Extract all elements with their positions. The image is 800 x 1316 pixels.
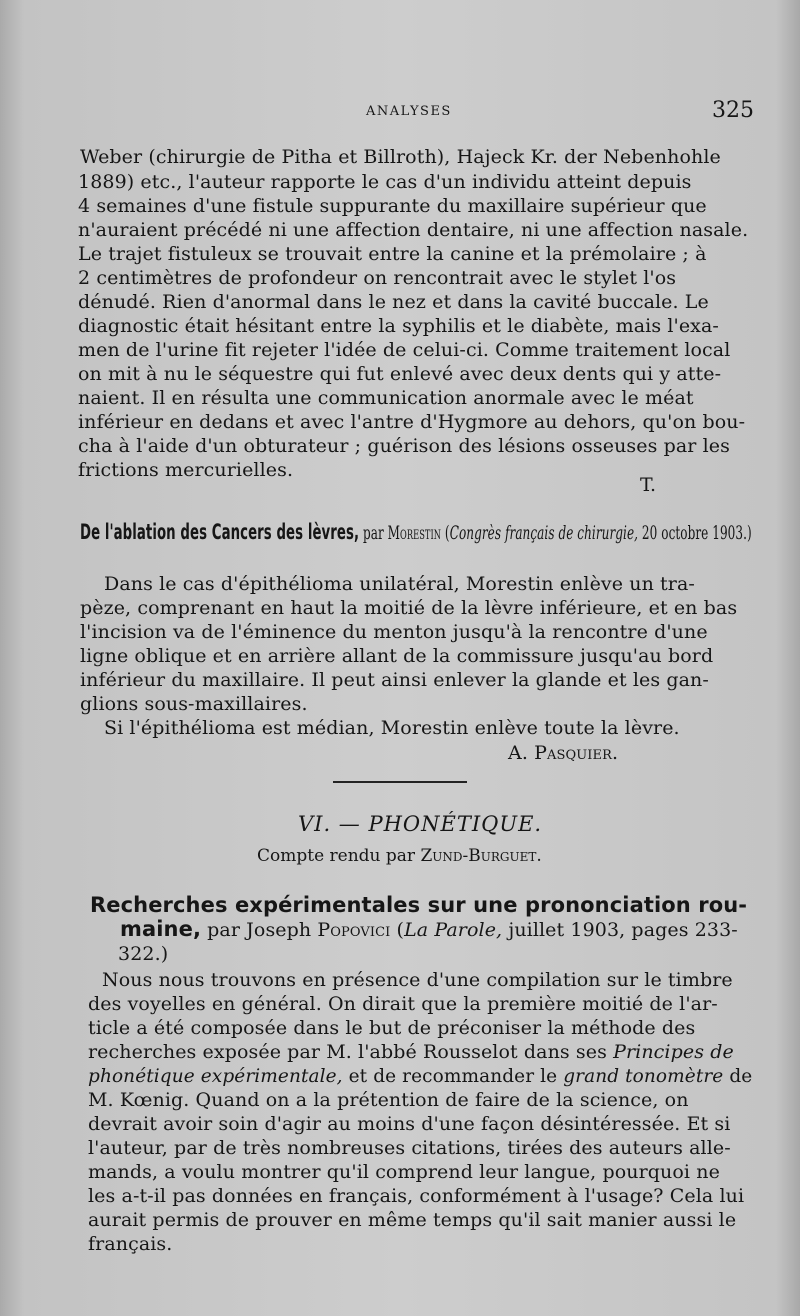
text-line — [88, 1040, 734, 1064]
italic-title: Principes de — [613, 1041, 734, 1063]
italic-title: phonétique expérimentale, — [88, 1065, 343, 1087]
text-span: de — [729, 1065, 753, 1087]
article-source: Congrès français de chirurgie, — [449, 522, 639, 544]
article-title: De l'ablation des Cancers des lèvres, — [80, 520, 360, 544]
text-line: diagnostic était hésitant entre la syphilis et le diabète, mais l'exa- — [78, 315, 719, 337]
text-line: men de l'urine fit rejeter l'idée de celui-ci. Comme traitement local — [78, 339, 731, 361]
text-line: devrait avoir soin d'agir au moins d'une façon désintéressée. Et si — [88, 1113, 731, 1135]
text-line: inférieur du maxillaire. Il peut ainsi enlever la glande et les gan- — [80, 669, 709, 691]
article-author: Popovici — [317, 919, 391, 941]
article-date: 20 octobre 1903.) — [641, 522, 752, 544]
text-line: ticle a été composée dans le but de préconiser la méthode des — [88, 1017, 696, 1039]
article-title-end: maine, — [120, 917, 202, 941]
article-par: par Joseph — [207, 919, 312, 941]
section-byline — [257, 846, 542, 866]
paren: ( — [444, 522, 450, 544]
signature: A. Pasquier. — [508, 742, 619, 764]
text-line: Weber (chirurgie de Pitha et Billroth), Hajeck Kr. der Nebenhohle — [80, 146, 721, 168]
byline-name: Zund-Burguet. — [420, 846, 542, 866]
text-line: des voyelles en général. On dirait que la première moitié de l'ar- — [88, 993, 718, 1015]
running-header-title: ANALYSES — [366, 104, 452, 119]
text-line: on mit à nu le séquestre qui fut enlevé avec deux dents qui y atte- — [78, 363, 722, 385]
paren: ( — [396, 919, 405, 941]
text-line: les a-t-il pas données en français, conformément à l'usage? Cela lui — [88, 1185, 745, 1207]
text-line: aurait permis de prouver en même temps qu'il sait manier aussi le — [88, 1209, 737, 1231]
article-heading-line — [120, 917, 738, 942]
text-line: pèze, comprenant en haut la moitié de la lèvre inférieure, et en bas — [80, 597, 738, 619]
text-line: n'auraient précédé ni une affection dentaire, ni une affection nasale. — [78, 219, 749, 241]
article-title-line — [90, 893, 747, 918]
article-title: Recherches expérimentales sur une prononciation rou- — [90, 893, 748, 917]
article-source: La Parole, — [404, 919, 503, 941]
text-line: l'incision va de l'éminence du menton jusqu'à la rencontre d'une — [80, 621, 708, 643]
byline-prefix: Compte rendu par — [257, 846, 416, 866]
text-line: frictions mercurielles. — [78, 459, 294, 481]
text-line: inférieur en dedans et avec l'antre d'Hygmore au dehors, qu'on bou- — [78, 411, 746, 433]
text-line: l'auteur, par de très nombreuses citations, tirées des auteurs alle- — [88, 1137, 731, 1159]
text-line: mands, a voulu montrer qu'il comprend leur langue, pourquoi ne — [88, 1161, 720, 1183]
signature: T. — [640, 474, 657, 496]
article-date: juillet 1903, pages 233- — [508, 919, 738, 941]
italic-term: grand tonomètre — [563, 1065, 724, 1087]
text-line — [88, 1064, 752, 1088]
section-heading: VI. — PHONÉTIQUE. — [298, 812, 543, 836]
text-span: et de recommander le — [348, 1065, 558, 1087]
text-line: 2 centimètres de profondeur on rencontrait avec le stylet l'os — [78, 267, 677, 289]
text-line: Si l'épithélioma est médian, Morestin enlève toute la lèvre. — [104, 717, 680, 739]
text-line: Dans le cas d'épithélioma unilatéral, Morestin enlève un tra- — [104, 573, 695, 595]
text-line: 1889) etc., l'auteur rapporte le cas d'un individu atteint depuis — [78, 171, 692, 193]
text-line: 4 semaines d'une fistule suppurante du maxillaire supérieur que — [78, 195, 707, 217]
text-line: M. Kœnig. Quand on a la prétention de faire de la science, on — [88, 1089, 689, 1111]
text-span: recherches exposée par M. l'abbé Rousselot dans ses — [88, 1041, 607, 1063]
text-line: cha à l'aide d'un obturateur ; guérison des lésions osseuses par les — [78, 435, 730, 457]
article-author: Morestin — [387, 522, 442, 544]
article-par: par — [362, 522, 384, 544]
text-line: ligne oblique et en arrière allant de la commissure jusqu'au bord — [80, 645, 714, 667]
text-line: naient. Il en résulta une communication anormale avec le méat — [78, 387, 694, 409]
text-line: Nous nous trouvons en présence d'une compilation sur le timbre — [102, 969, 733, 991]
text-line: dénudé. Rien d'anormal dans le nez et dans la cavité buccale. Le — [78, 291, 709, 313]
text-line: 322.) — [118, 943, 169, 965]
page-number: 325 — [712, 98, 754, 123]
text-line: glions sous-maxillaires. — [80, 693, 308, 715]
text-line: Le trajet fistuleux se trouvait entre la canine et la prémolaire ; à — [78, 243, 707, 265]
section-divider — [333, 781, 467, 783]
text-line: français. — [88, 1233, 173, 1255]
article-heading-line — [80, 520, 752, 545]
